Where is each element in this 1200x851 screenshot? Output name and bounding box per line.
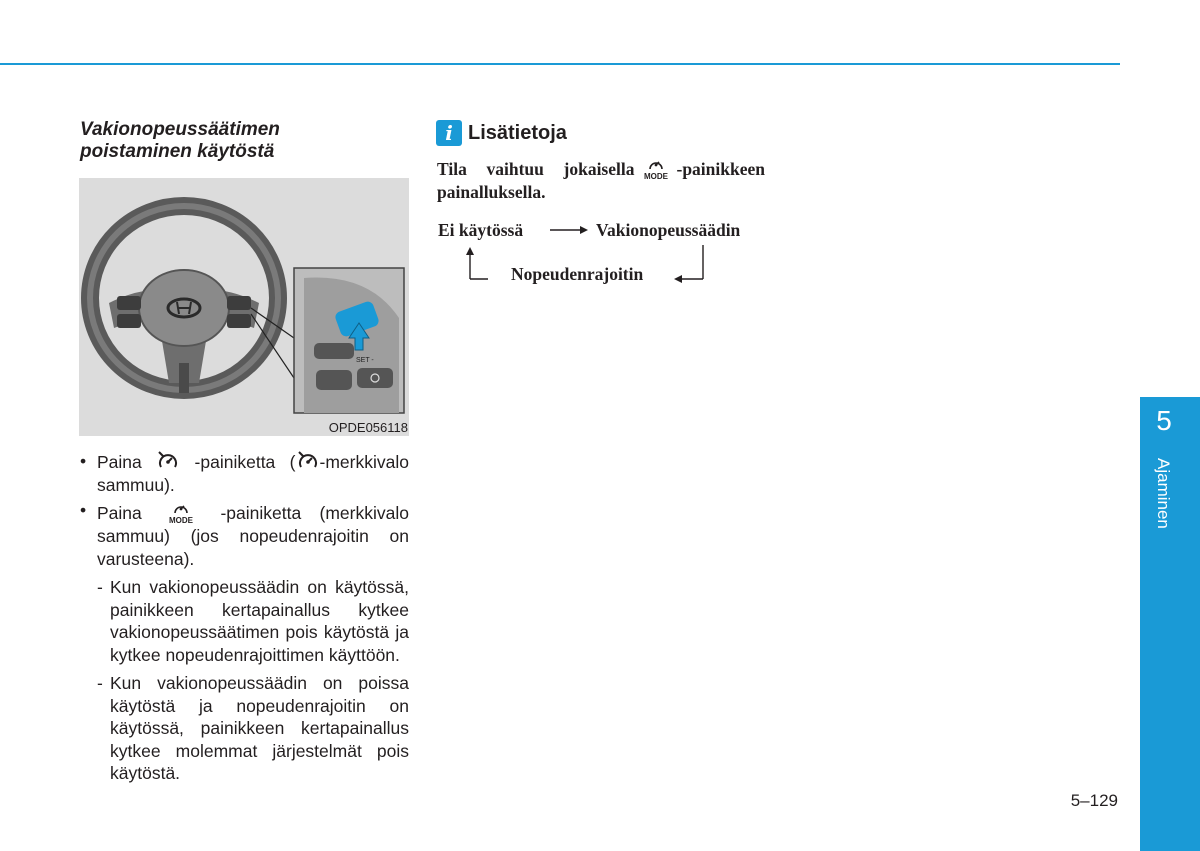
bullet1-part2: -painiketta (	[194, 452, 296, 472]
list-item	[80, 499, 409, 570]
bullet1-part3: -merkkivalo sammuu).	[97, 452, 409, 495]
bullet1-part1: Paina	[97, 452, 142, 472]
bullet-dot: •	[80, 451, 87, 471]
sub-item-text-2: Kun vakionopeussäädin on poissa käytöstä ja nopeudenrajoitin on käytössä, painikkeen kertapainallus kytkee molemmat järjestelmät pois käytöstä.	[110, 673, 409, 783]
sub-item	[80, 576, 409, 666]
bullet2-part1: Paina	[97, 503, 142, 523]
bullet-dot: •	[80, 500, 87, 520]
info-text-part1: Tila vaihtuu jokaisella	[437, 159, 635, 179]
flow-state-limiter: Nopeudenrajoitin	[511, 264, 644, 284]
chapter-number: 5	[1156, 405, 1172, 436]
flow-state-cruise: Vakionopeussäädin	[596, 220, 741, 240]
page-number: 5–129	[1070, 791, 1118, 810]
section-title-line2: poistaminen käytöstä	[80, 141, 275, 162]
steering-wheel-figure	[79, 178, 409, 436]
info-text-part2: -painikkeen painalluksella.	[437, 159, 765, 202]
figure-code: OPDE056118	[328, 420, 408, 435]
cruise-indicator-icon	[296, 450, 320, 472]
mode-label: MODE	[643, 172, 668, 181]
flow-arrows	[430, 215, 720, 295]
section-title	[80, 119, 400, 163]
info-icon: i	[436, 120, 462, 146]
info-text	[437, 155, 765, 203]
instruction-list	[80, 450, 409, 785]
mode-button-icon	[166, 499, 196, 525]
cruise-cancel-icon	[156, 450, 180, 472]
sub-item	[80, 672, 409, 785]
steering-wheel-illustration	[79, 178, 409, 436]
dash-marker: -	[97, 673, 103, 693]
list-item	[80, 450, 409, 496]
flow-state-off: Ei käytössä	[438, 220, 524, 240]
bullet2-part2: -painiketta (merkkivalo sammuu) (jos nopeudenrajoitin on varusteena).	[97, 503, 409, 569]
section-title-line1: Vakionopeussäätimen	[80, 119, 280, 140]
info-title: Lisätietoja	[468, 122, 567, 144]
dash-marker: -	[97, 577, 103, 597]
chapter-name: Ajaminen	[1154, 458, 1173, 529]
set-minus-label: SET -	[356, 357, 374, 364]
mode-button-icon	[641, 155, 671, 181]
mode-label: MODE	[169, 516, 194, 525]
sub-item-text-1: Kun vakionopeussäädin on käytössä, painikkeen kertapainallus kytkee vakionopeussäätimen pois käytöstä ja kytkee nopeudenrajoittimen käyttöön.	[110, 577, 409, 665]
top-rule	[0, 63, 1120, 65]
